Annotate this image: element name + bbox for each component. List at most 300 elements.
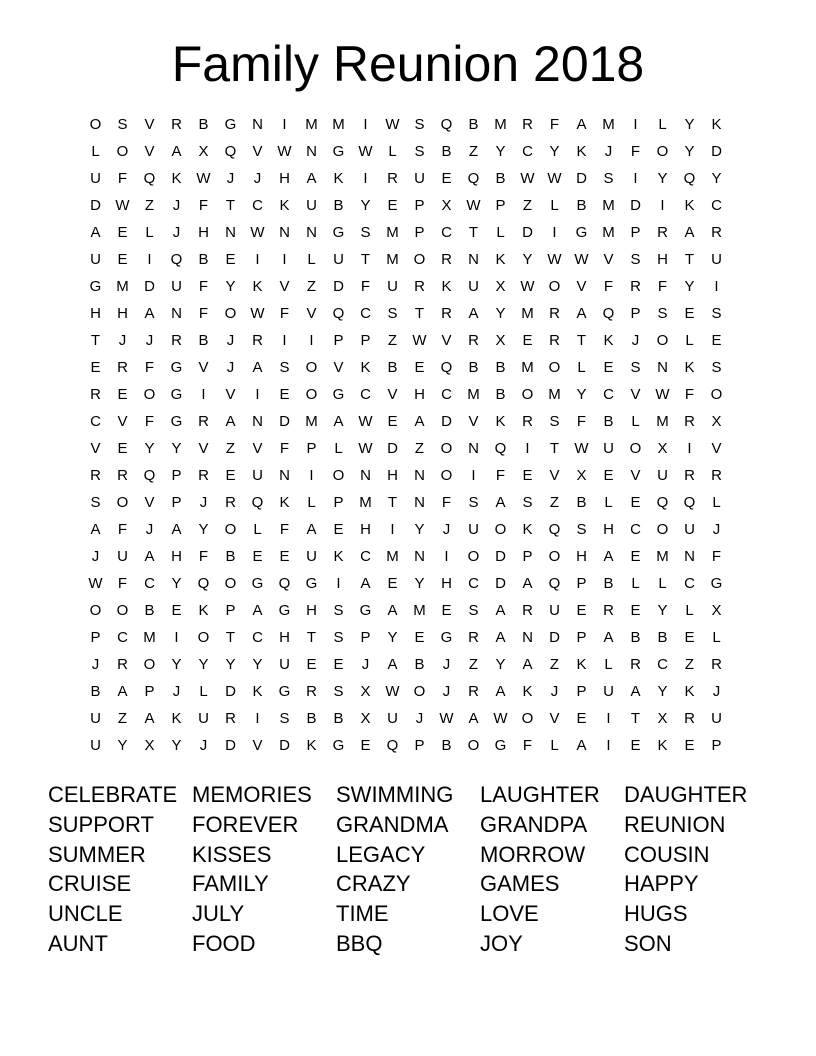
grid-letter: Z — [117, 710, 128, 727]
grid-letter: S — [630, 251, 641, 268]
grid-letter: L — [685, 602, 694, 619]
grid-letter: U — [252, 467, 263, 484]
grid-letter: V — [252, 143, 263, 160]
grid-letter: C — [522, 143, 533, 160]
grid-letter: W — [520, 170, 535, 187]
grid-letter: R — [117, 656, 128, 673]
grid-letter: O — [305, 359, 318, 376]
grid-letter: C — [684, 575, 695, 592]
grid-letter: D — [279, 413, 290, 430]
grid-letter: E — [684, 629, 695, 646]
grid-letter: N — [684, 548, 695, 565]
grid-letter: A — [333, 413, 344, 430]
grid-letter: E — [684, 305, 695, 322]
grid-letter: C — [144, 575, 155, 592]
grid-letter: H — [576, 548, 587, 565]
grid-letter: Q — [494, 440, 507, 457]
grid-letter: Y — [657, 683, 668, 700]
grid-letter: A — [414, 413, 425, 430]
grid-letter: F — [441, 494, 452, 511]
grid-letter: B — [198, 116, 209, 133]
grid-letter: H — [414, 386, 425, 403]
grid-letter: E — [117, 386, 128, 403]
grid-letter: C — [657, 656, 668, 673]
grid-letter: H — [657, 251, 668, 268]
grid-letter: S — [279, 359, 290, 376]
grid-letter: Q — [467, 170, 480, 187]
grid-row — [82, 219, 730, 246]
grid-letter: M — [359, 494, 372, 511]
grid-letter: J — [172, 683, 181, 700]
grid-letter: T — [468, 224, 479, 241]
grid-letter: N — [171, 305, 182, 322]
grid-letter: J — [118, 332, 127, 349]
grid-letter: N — [414, 467, 425, 484]
word-list-item: AUNT — [48, 930, 108, 956]
grid-letter: Z — [522, 197, 533, 214]
grid-row — [82, 570, 730, 597]
grid-letter: L — [712, 629, 721, 646]
grid-letter: V — [252, 737, 263, 754]
grid-letter: O — [197, 629, 210, 646]
grid-letter: R — [198, 413, 209, 430]
grid-letter: E — [603, 467, 614, 484]
grid-letter: K — [684, 359, 695, 376]
grid-letter: V — [630, 467, 641, 484]
grid-letter: Q — [170, 251, 183, 268]
grid-letter: F — [711, 548, 722, 565]
grid-letter: N — [468, 251, 479, 268]
grid-letter: O — [116, 143, 129, 160]
grid-letter: H — [360, 521, 371, 538]
grid-letter: M — [143, 629, 156, 646]
grid-letter: R — [468, 332, 479, 349]
grid-letter: U — [387, 278, 398, 295]
grid-letter: I — [444, 548, 449, 565]
grid-letter: Y — [495, 143, 506, 160]
grid-letter: D — [711, 143, 722, 160]
grid-letter: B — [441, 737, 452, 754]
grid-letter: M — [386, 548, 399, 565]
grid-row — [82, 462, 730, 489]
grid-letter: N — [414, 494, 425, 511]
grid-letter: P — [576, 683, 587, 700]
grid-letter: U — [90, 710, 101, 727]
grid-letter: W — [547, 251, 562, 268]
grid-letter: U — [387, 710, 398, 727]
grid-letter: W — [493, 710, 508, 727]
grid-letter: A — [630, 683, 641, 700]
grid-letter: Q — [548, 575, 561, 592]
grid-letter: A — [576, 737, 587, 754]
grid-letter: M — [521, 359, 534, 376]
grid-letter: I — [282, 332, 287, 349]
grid-row — [82, 138, 730, 165]
grid-letter: X — [360, 683, 371, 700]
word-list-item: FOOD — [192, 930, 256, 956]
grid-letter: M — [602, 224, 615, 241]
grid-letter: C — [441, 224, 452, 241]
grid-row — [82, 597, 730, 624]
grid-letter: O — [332, 467, 345, 484]
grid-letter: O — [224, 575, 237, 592]
grid-letter: W — [439, 710, 454, 727]
grid-letter: F — [198, 278, 209, 295]
grid-letter: U — [306, 197, 317, 214]
grid-letter: Y — [144, 440, 155, 457]
grid-letter: E — [630, 602, 641, 619]
grid-letter: G — [170, 386, 183, 403]
grid-letter: F — [117, 170, 128, 187]
grid-letter: Q — [683, 170, 696, 187]
grid-letter: W — [358, 143, 373, 160]
grid-row — [82, 543, 730, 570]
grid-letter: U — [657, 467, 668, 484]
grid-letter: Q — [224, 143, 237, 160]
grid-letter: A — [117, 683, 128, 700]
grid-letter: A — [360, 575, 371, 592]
word-list-item: FOREVER — [192, 811, 299, 837]
grid-letter: I — [714, 278, 719, 295]
grid-letter: H — [441, 575, 452, 592]
grid-letter: S — [279, 710, 290, 727]
grid-letter: B — [441, 143, 452, 160]
grid-letter: P — [171, 494, 182, 511]
grid-letter: A — [144, 548, 155, 565]
grid-letter: N — [252, 413, 263, 430]
grid-letter: M — [548, 386, 561, 403]
grid-letter: F — [279, 521, 290, 538]
grid-letter: G — [332, 386, 345, 403]
grid-letter: J — [253, 170, 262, 187]
grid-letter: P — [630, 224, 641, 241]
grid-letter: F — [279, 305, 290, 322]
grid-letter: E — [171, 602, 182, 619]
grid-letter: Q — [440, 116, 453, 133]
grid-letter: B — [657, 629, 668, 646]
grid-letter: O — [521, 710, 534, 727]
grid-letter: D — [495, 575, 506, 592]
grid-letter: P — [360, 332, 371, 349]
grid-letter: F — [603, 278, 614, 295]
grid-letter: P — [306, 440, 317, 457]
grid-letter: J — [145, 521, 154, 538]
grid-letter: J — [91, 656, 100, 673]
grid-letter: O — [440, 440, 453, 457]
grid-letter: F — [576, 413, 587, 430]
word-list-item: COUSIN — [624, 841, 710, 867]
grid-letter: J — [712, 521, 721, 538]
grid-letter: A — [144, 710, 155, 727]
grid-letter: H — [603, 521, 614, 538]
grid-letter: J — [172, 197, 181, 214]
grid-letter: B — [414, 656, 425, 673]
grid-letter: S — [117, 116, 128, 133]
grid-letter: S — [468, 494, 479, 511]
grid-letter: B — [576, 197, 587, 214]
grid-letter: L — [604, 656, 613, 673]
grid-letter: P — [333, 332, 344, 349]
grid-letter: W — [250, 305, 265, 322]
grid-letter: F — [117, 575, 128, 592]
grid-letter: F — [144, 413, 155, 430]
word-list-item: LEGACY — [336, 841, 426, 867]
word-list-item: SON — [624, 930, 672, 956]
grid-letter: O — [656, 332, 669, 349]
grid-letter: E — [522, 467, 533, 484]
grid-letter: G — [305, 575, 318, 592]
grid-letter: X — [441, 197, 452, 214]
word-list-item: GRANDMA — [336, 811, 449, 837]
grid-letter: K — [252, 278, 263, 295]
grid-letter: E — [441, 170, 452, 187]
grid-letter: A — [171, 521, 182, 538]
grid-letter: G — [251, 575, 264, 592]
grid-letter: Y — [198, 656, 209, 673]
grid-letter: J — [145, 332, 154, 349]
grid-letter: B — [495, 359, 506, 376]
grid-letter: G — [710, 575, 723, 592]
grid-letter: D — [630, 197, 641, 214]
grid-letter: V — [144, 116, 155, 133]
grid-row — [82, 192, 730, 219]
grid-letter: R — [90, 386, 101, 403]
grid-letter: B — [144, 602, 155, 619]
grid-letter: K — [252, 683, 263, 700]
grid-letter: S — [603, 170, 614, 187]
grid-letter: A — [306, 521, 317, 538]
grid-letter: R — [603, 602, 614, 619]
grid-letter: I — [633, 170, 638, 187]
grid-letter: R — [711, 467, 722, 484]
word-list-item: FAMILY — [192, 871, 269, 897]
grid-letter: B — [90, 683, 101, 700]
grid-letter: P — [144, 683, 155, 700]
grid-letter: W — [385, 683, 400, 700]
grid-letter: V — [117, 413, 128, 430]
grid-letter: Y — [576, 386, 587, 403]
grid-letter: Q — [683, 494, 696, 511]
word-list-item: TIME — [336, 901, 389, 927]
grid-letter: R — [252, 332, 263, 349]
grid-letter: B — [225, 548, 236, 565]
grid-row — [82, 273, 730, 300]
grid-letter: T — [90, 332, 101, 349]
grid-letter: D — [522, 224, 533, 241]
grid-letter: L — [631, 575, 640, 592]
grid-letter: S — [414, 143, 425, 160]
grid-letter: S — [711, 359, 722, 376]
grid-letter: O — [548, 548, 561, 565]
grid-letter: L — [712, 494, 721, 511]
grid-letter: P — [360, 629, 371, 646]
grid-letter: S — [333, 602, 344, 619]
grid-row — [82, 651, 730, 678]
grid-row — [82, 516, 730, 543]
grid-letter: R — [684, 467, 695, 484]
grid-letter: E — [387, 413, 398, 430]
grid-letter: U — [279, 656, 290, 673]
grid-letter: L — [577, 359, 586, 376]
grid-letter: E — [387, 575, 398, 592]
grid-letter: Z — [549, 494, 560, 511]
grid-letter: A — [495, 683, 506, 700]
grid-letter: N — [279, 467, 290, 484]
grid-letter: R — [522, 413, 533, 430]
grid-letter: O — [89, 116, 102, 133]
grid-letter: Y — [171, 440, 182, 457]
grid-letter: K — [495, 251, 506, 268]
grid-letter: T — [630, 710, 641, 727]
grid-letter: N — [279, 224, 290, 241]
grid-letter: J — [199, 494, 208, 511]
grid-letter: K — [333, 548, 344, 565]
grid-letter: U — [549, 602, 560, 619]
grid-letter: Y — [198, 521, 209, 538]
grid-letter: M — [413, 602, 426, 619]
word-list-item: MORROW — [480, 841, 586, 867]
grid-letter: Y — [711, 170, 722, 187]
word-list-item: GAMES — [480, 871, 560, 897]
grid-letter: H — [279, 629, 290, 646]
grid-row — [82, 354, 730, 381]
word-list-item: JOY — [480, 930, 523, 956]
grid-letter: X — [576, 467, 587, 484]
grid-letter: Q — [278, 575, 291, 592]
grid-letter: F — [630, 143, 641, 160]
grid-letter: I — [471, 467, 476, 484]
grid-letter: A — [306, 170, 317, 187]
grid-letter: O — [224, 521, 237, 538]
word-list-item: CRUISE — [48, 871, 132, 897]
grid-letter: N — [522, 629, 533, 646]
grid-letter: A — [576, 116, 587, 133]
grid-letter: P — [414, 197, 425, 214]
grid-letter: I — [390, 521, 395, 538]
grid-letter: Y — [225, 656, 236, 673]
grid-letter: X — [144, 737, 155, 754]
grid-letter: R — [90, 467, 101, 484]
grid-letter: P — [576, 629, 587, 646]
grid-letter: I — [255, 251, 260, 268]
grid-letter: C — [252, 629, 263, 646]
word-list — [48, 780, 778, 959]
grid-letter: O — [656, 521, 669, 538]
grid-letter: U — [117, 548, 128, 565]
grid-letter: Z — [414, 440, 425, 457]
grid-row — [82, 678, 730, 705]
grid-letter: Z — [684, 656, 695, 673]
grid-letter: X — [657, 440, 668, 457]
grid-letter: Y — [171, 737, 182, 754]
grid-letter: K — [684, 683, 695, 700]
grid-letter: V — [198, 359, 209, 376]
grid-letter: C — [711, 197, 722, 214]
grid-letter: V — [711, 440, 722, 457]
grid-letter: S — [630, 359, 641, 376]
grid-letter: B — [630, 629, 641, 646]
grid-letter: G — [170, 359, 183, 376]
grid-letter: X — [495, 278, 506, 295]
grid-letter: Q — [143, 467, 156, 484]
grid-letter: E — [387, 197, 398, 214]
grid-letter: L — [91, 143, 100, 160]
grid-letter: B — [468, 116, 479, 133]
grid-letter: V — [630, 386, 641, 403]
grid-letter: W — [196, 170, 211, 187]
grid-letter: V — [441, 332, 452, 349]
grid-letter: Y — [657, 170, 668, 187]
grid-letter: I — [363, 170, 368, 187]
grid-letter: R — [684, 413, 695, 430]
grid-letter: E — [414, 359, 425, 376]
grid-letter: W — [277, 143, 292, 160]
grid-letter: C — [360, 305, 371, 322]
grid-letter: L — [145, 224, 154, 241]
grid-letter: R — [441, 305, 452, 322]
grid-letter: L — [253, 521, 262, 538]
grid-letter: P — [576, 575, 587, 592]
grid-letter: P — [414, 737, 425, 754]
grid-letter: E — [279, 386, 290, 403]
grid-letter: Q — [143, 170, 156, 187]
grid-letter: Y — [684, 278, 695, 295]
grid-letter: W — [574, 440, 589, 457]
grid-letter: F — [198, 305, 209, 322]
grid-letter: E — [117, 224, 128, 241]
grid-row — [82, 381, 730, 408]
grid-letter: F — [522, 737, 533, 754]
grid-letter: Y — [522, 251, 533, 268]
grid-letter: W — [412, 332, 427, 349]
grid-letter: A — [522, 656, 533, 673]
grid-letter: V — [90, 440, 101, 457]
grid-letter: L — [631, 413, 640, 430]
grid-letter: G — [278, 683, 291, 700]
grid-letter: C — [360, 548, 371, 565]
grid-letter: M — [305, 116, 318, 133]
grid-letter: B — [603, 413, 614, 430]
grid-letter: K — [495, 413, 506, 430]
grid-letter: A — [684, 224, 695, 241]
grid-letter: U — [603, 440, 614, 457]
grid-letter: S — [333, 629, 344, 646]
grid-letter: Y — [171, 656, 182, 673]
grid-letter: U — [711, 710, 722, 727]
grid-letter: J — [226, 332, 235, 349]
grid-letter: G — [575, 224, 588, 241]
grid-letter: O — [629, 440, 642, 457]
grid-letter: E — [576, 710, 587, 727]
grid-letter: E — [576, 602, 587, 619]
grid-letter: E — [630, 494, 641, 511]
grid-letter: N — [306, 224, 317, 241]
grid-letter: R — [630, 278, 641, 295]
grid-letter: K — [576, 656, 587, 673]
word-list-item: JULY — [192, 901, 245, 927]
grid-letter: A — [252, 359, 263, 376]
grid-letter: Y — [171, 575, 182, 592]
grid-letter: T — [306, 629, 317, 646]
grid-letter: T — [684, 251, 695, 268]
grid-letter: B — [603, 575, 614, 592]
grid-row — [82, 435, 730, 462]
grid-letter: R — [711, 656, 722, 673]
grid-letter: R — [630, 656, 641, 673]
grid-letter: F — [549, 116, 560, 133]
grid-letter: M — [116, 278, 129, 295]
grid-letter: D — [333, 278, 344, 295]
